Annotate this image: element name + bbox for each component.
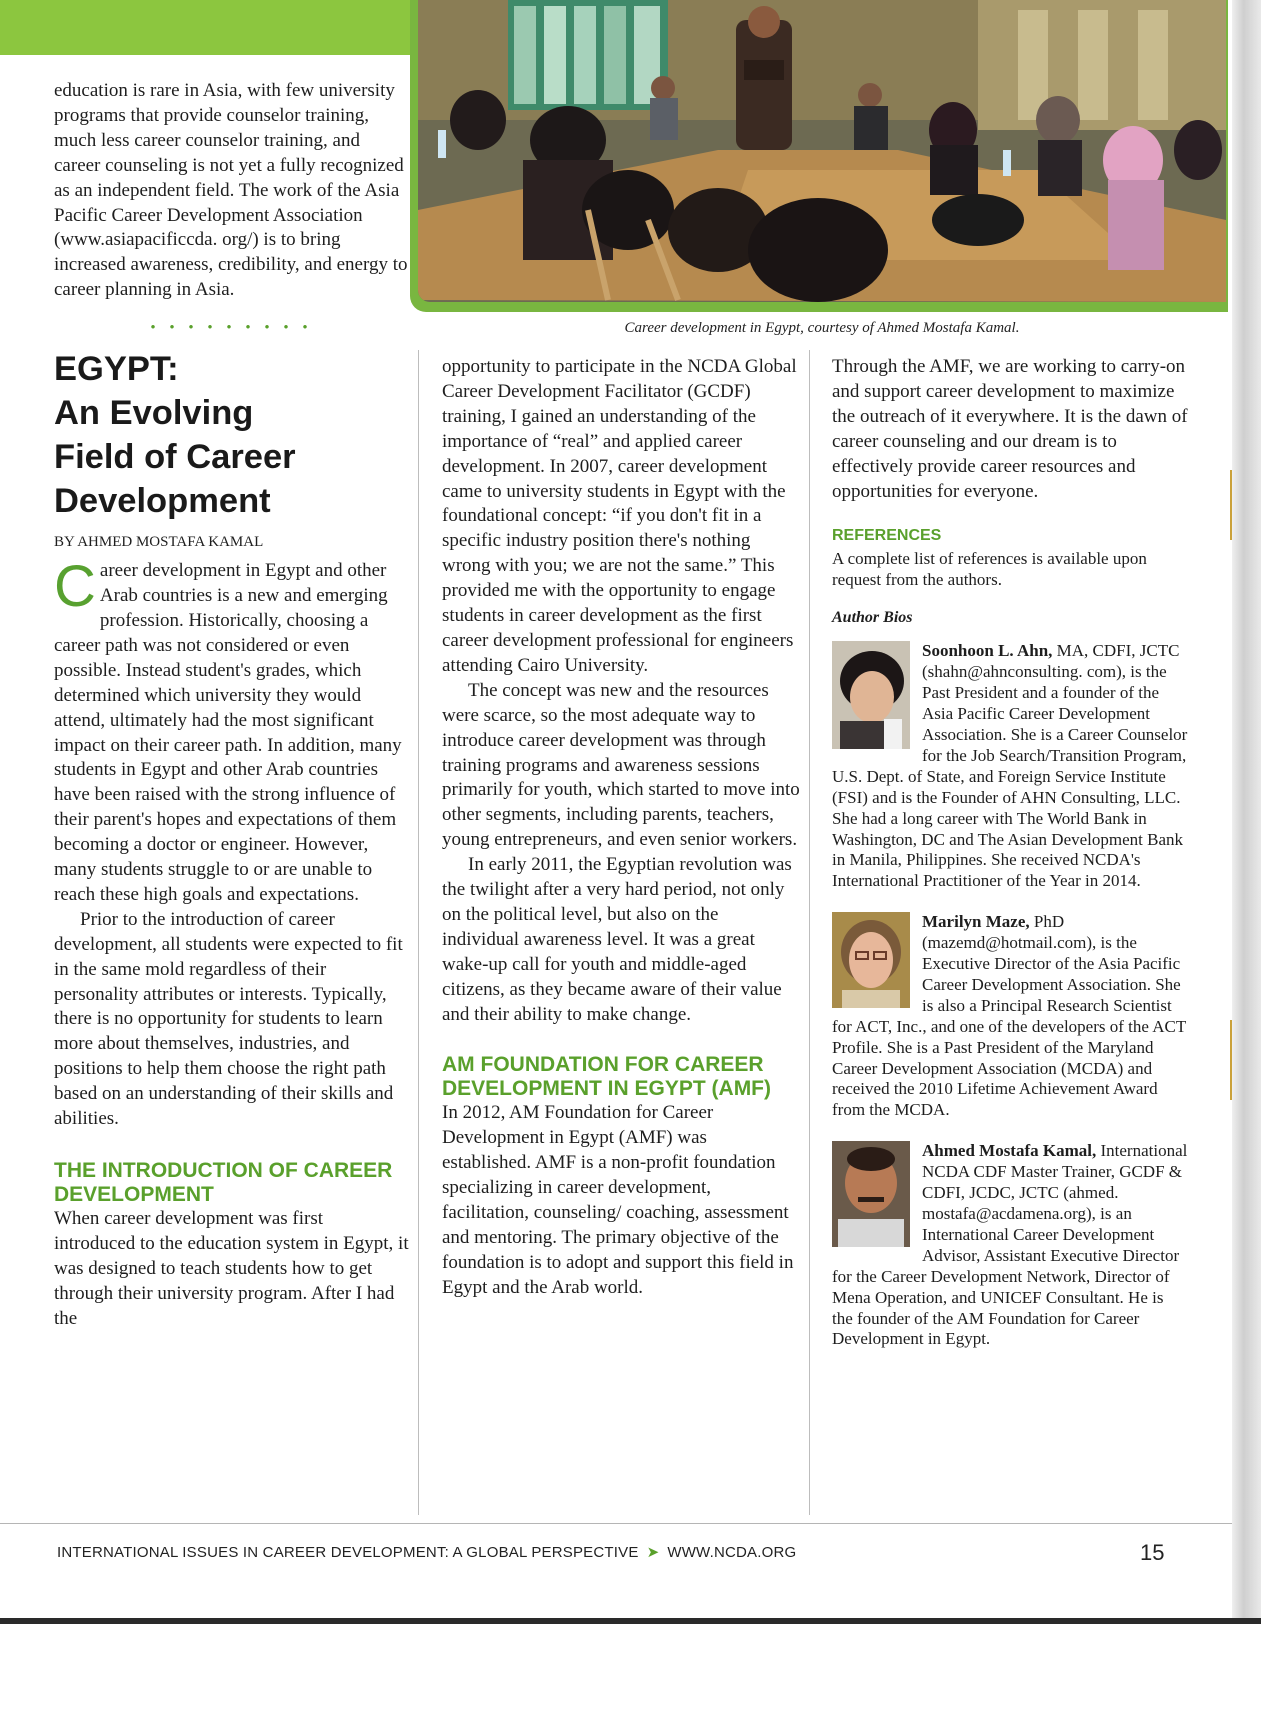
author-bios-label: Author Bios (832, 609, 913, 627)
paragraph: The concept was new and the resources were scarce, so the most adequate way to introduce career development was through training programs and awareness sessions primarily for youth, which started to move into other segments, including parents, teachers, young entrepreneurs, and even senior workers. (442, 679, 800, 851)
footer-rule (0, 1523, 1232, 1524)
column-1 (54, 79, 409, 1332)
scan-edge-mark (1230, 470, 1232, 540)
section-heading: THE INTRODUCTION OF CAREER DEVELOPMENT (54, 1159, 393, 1206)
section-heading: AM FOUNDATION FOR CAREER DEVELOPMENT IN EGYPT (AMF) (442, 1053, 772, 1101)
scan-edge-mark (1230, 1020, 1232, 1100)
section-separator-dots: • • • • • • • • • (150, 320, 313, 337)
paragraph: Prior to the introduction of career development, all students were expected to fit in the same mold regardless of their personality attributes or interests. Typically, there is no opportunity for students to learn more about themselves, industries, and positions to help them choose the right path based on an understanding of their skills and abilities. (54, 908, 403, 1130)
byline: BY AHMED MOSTAFA KAMAL (54, 534, 264, 551)
footer (57, 1543, 796, 1561)
paragraph: Through the AMF, we are working to carry-on and support career development to maximize the outreach of it everywhere. It is the dawn of career counseling and our dream is to effectively provide career resources and opportunities for everyone. (832, 356, 1188, 502)
footer-url: WWW.NCDA.ORG (667, 1544, 797, 1561)
drop-cap: C (54, 554, 96, 620)
title-line-2: An Evolving (54, 394, 254, 433)
author-portrait-ahn (832, 641, 910, 749)
author-bio (832, 1141, 1188, 1350)
bio-name: Soonhoon L. Ahn, (922, 641, 1053, 661)
page-number: 15 (1140, 1540, 1165, 1565)
swoosh-arrow-icon: ➤ (646, 1544, 660, 1561)
classroom-photo (418, 0, 1226, 302)
column-divider-2 (809, 350, 810, 1515)
title-line-1: EGYPT: (54, 350, 179, 389)
column-divider-1 (418, 350, 419, 1515)
paragraph: When career development was first introduced to the education system in Egypt, it was designed to teach students how to get through their university program. After I had the (54, 1208, 409, 1329)
bio-text: MA, CDFI, JCTC (shahn@ahnconsulting. com), is the Past President and a founder of the Asia Pacific Career Development Association. She is a Career Counselor for the Job Search/Transition Program, U.S. Dept. of State, and Foreign Service Institute (FSI) and is the Founder of AHN Consulting, LLC. She had a long career with The World Bank in Washington, DC and The Asian Development Bank in Manila, Philippines. She received NCDA's International Practitioner of the Year in 2014. (832, 641, 1188, 891)
photo-caption: Career development in Egypt, courtesy of Ahmed Mostafa Kamal. (624, 320, 1020, 336)
title-line-4: Development (54, 482, 271, 521)
header-green-bar (0, 0, 415, 55)
intro-paragraph: education is rare in Asia, with few university programs that provide counselor training, much less career counselor training, and career counseling is not yet a fully recognized as an independent field. The work of the Asia Pacific Career Development Association (www.asiapacificcda. org/) is to bring increased awareness, credibility, and energy to career planning in Asia. (54, 80, 408, 301)
scan-bottom-band (0, 1618, 1261, 1624)
paragraph: opportunity to participate in the NCDA Global Career Development Facilitator (GCDF) training, I gained an understanding of the importance of “real” and applied career development. In 2007, career development came to university students in Egypt with the foundational concept: “if you don't fit in a specific industry position there's nothing wrong with you; we are not the same.” This provided me with the opportunity to engage students in career development as the first career development professional for engineers attending Cairo University. (442, 356, 797, 676)
article-title (54, 347, 409, 523)
paragraph: In 2012, AM Foundation for Career Development in Egypt (AMF) was established. AMF is a non-profit foundation specializing in career development, facilitation, counseling/ coaching, assessment and mentoring. The primary objective of the foundation is to adopt and support this field in Egypt and the Arab world. (442, 1102, 794, 1298)
opening-paragraph-text: areer development in Egypt and other Arab countries is a new and emerging profession. Historically, choosing a career path was not considered or even possible. Instead student's grades, which determined which university they would attend, ultimately had the most significant impact on their career path. In addition, many students in Egypt and other Arab countries have been raised with the strong influence of their parent's hopes and expectations of them becoming a doctor or engineer. However, many students struggle to or are unable to reach these high goals and expectations. (54, 560, 402, 905)
paragraph: In early 2011, the Egyptian revolution was the twilight after a very hard period, not only on the political level, but also on the individual awareness level. It was a great wake-up call for youth and middle-aged citizens, as they became aware of their value and their ability to make change. (442, 854, 792, 1025)
author-portrait-kamal (832, 1141, 910, 1247)
bio-text: International NCDA CDF Master Trainer, GCDF & CDFI, JCDC, JCTC (ahmed. mostafa@acdamena.org), is an International Career Development Advisor, Assistant Executive Director for the Career Development Network, Director of Mena Operation, and UNICEF Consultant. He is the founder of the AM Foundation for Career Development in Egypt. (832, 1141, 1188, 1349)
footer-publication-title: INTERNATIONAL ISSUES IN CAREER DEVELOPMENT: A GLOBAL PERSPECTIVE (57, 1544, 639, 1561)
page-edge-shadow (1232, 0, 1261, 1620)
bio-text: PhD (mazemd@hotmail.com), is the Executive Director of the Asia Pacific Career Development Association. She is also a Principal Research Scientist for ACT, Inc., and one of the developers of the ACT Profile. She is a Past President of the Maryland Career Development Association (MCDA) and received the 2010 Lifetime Achievement Award from the MCDA. (832, 912, 1186, 1120)
references-text: A complete list of references is available upon request from the authors. (832, 549, 1147, 590)
bio-name: Marilyn Maze, (922, 912, 1030, 932)
opening-paragraph (54, 554, 409, 908)
title-line-3: Field of Career (54, 438, 296, 477)
author-bio (832, 641, 1188, 892)
bio-name: Ahmed Mostafa Kamal, (922, 1141, 1097, 1161)
author-portrait-maze (832, 912, 910, 1008)
column-3 (832, 355, 1188, 1370)
references-heading: REFERENCES (832, 527, 942, 545)
author-bio (832, 912, 1188, 1121)
column-2 (442, 355, 800, 1301)
